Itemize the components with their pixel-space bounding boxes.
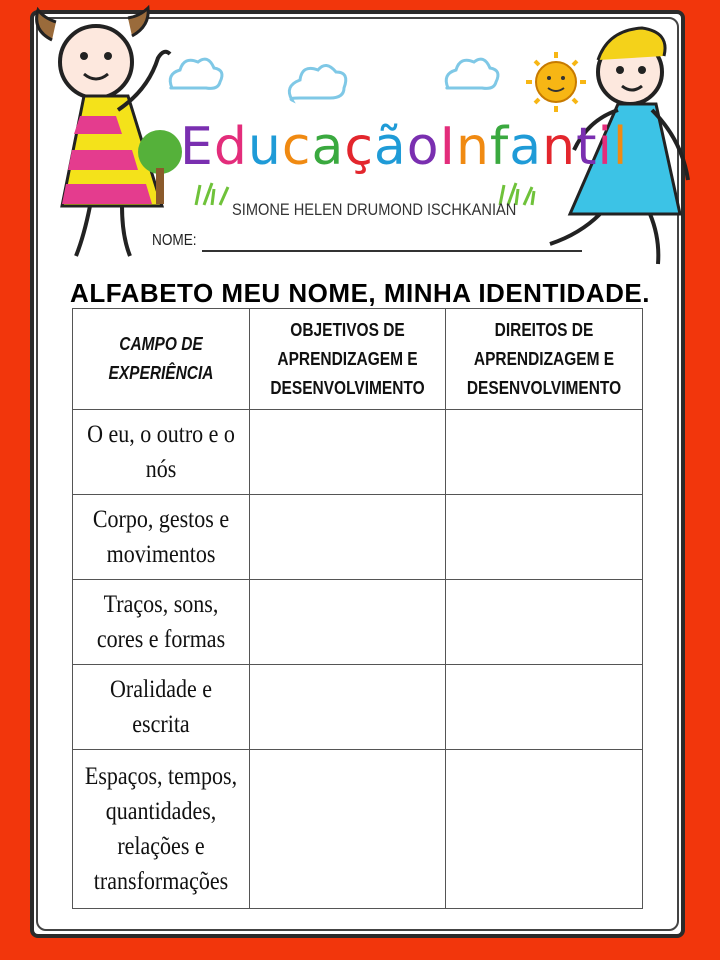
- brand-letter: n: [542, 117, 577, 177]
- author-name: SIMONE HELEN DRUMOND ISCHKANIAN: [232, 200, 517, 219]
- brand-letter: I: [439, 117, 456, 177]
- direitos-cell[interactable]: [446, 665, 643, 750]
- table-row: [73, 750, 643, 909]
- objetivos-cell[interactable]: [250, 410, 446, 495]
- brand-letter: u: [247, 117, 282, 177]
- brand-letter: t: [576, 117, 598, 177]
- brand-title: [180, 112, 629, 182]
- field-cell: O eu, o outro e o nós: [73, 410, 250, 495]
- brand-letter: a: [509, 117, 543, 177]
- objetivos-cell[interactable]: [250, 495, 446, 580]
- girl-left-illustration: [37, 8, 182, 256]
- brand-letter: o: [406, 117, 440, 177]
- name-field-row: [152, 230, 592, 254]
- direitos-cell[interactable]: [446, 495, 643, 580]
- brand-letter: a: [311, 117, 345, 177]
- cloud-icon: [289, 65, 345, 100]
- brand-letter: ã: [373, 117, 407, 177]
- direitos-cell[interactable]: [446, 750, 643, 909]
- worksheet-title: ALFABETO MEU NOME, MINHA IDENTIDADE.: [70, 278, 650, 308]
- cloud-icon: [170, 59, 222, 88]
- field-cell: Espaços, tempos, quantidades, relações e transformações: [73, 750, 250, 909]
- field-cell: Traços, sons, cores e formas: [73, 580, 250, 665]
- name-input-line[interactable]: [202, 250, 582, 252]
- brand-letter: ç: [344, 117, 374, 177]
- table-row: [73, 580, 643, 665]
- table-header-row: [73, 309, 643, 410]
- table-row: [73, 410, 643, 495]
- brand-letter: E: [180, 117, 214, 177]
- table-row: [73, 495, 643, 580]
- brand-letter: d: [213, 117, 248, 177]
- direitos-cell[interactable]: [446, 580, 643, 665]
- table-row: [73, 665, 643, 750]
- brand-letter: l: [612, 117, 629, 177]
- field-cell: Oralidade e escrita: [73, 665, 250, 750]
- sun-icon: [526, 52, 586, 112]
- brand-letter: c: [281, 117, 312, 177]
- experience-table: [72, 308, 643, 909]
- header-campo-experiencia: CAMPO DE EXPERIÊNCIA: [73, 309, 250, 410]
- brand-letter: i: [597, 117, 613, 177]
- cloud-icon: [446, 59, 498, 88]
- field-cell: Corpo, gestos e movimentos: [73, 495, 250, 580]
- objetivos-cell[interactable]: [250, 580, 446, 665]
- header-direitos: DIREITOS DE APRENDIZAGEM E DESENVOLVIMENTO: [446, 309, 643, 410]
- brand-letter: f: [489, 117, 510, 177]
- header-objetivos: OBJETIVOS DE APRENDIZAGEM E DESENVOLVIMENTO: [250, 309, 446, 410]
- brand-letter: n: [455, 117, 490, 177]
- objetivos-cell[interactable]: [250, 750, 446, 909]
- objetivos-cell[interactable]: [250, 665, 446, 750]
- direitos-cell[interactable]: [446, 410, 643, 495]
- name-label: NOME:: [152, 232, 197, 249]
